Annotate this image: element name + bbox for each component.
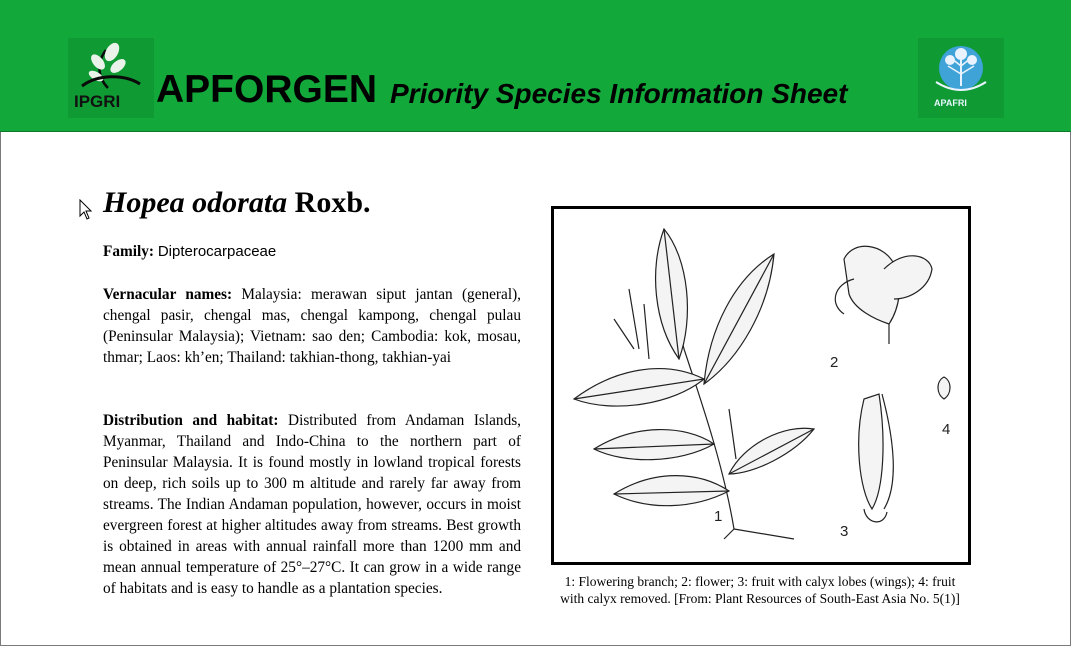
vernacular-paragraph: [103, 284, 521, 368]
botanical-illustration: [551, 206, 971, 565]
header-banner: [0, 0, 1071, 132]
apafri-logo-text: APAFRI: [934, 98, 967, 108]
species-title: [103, 186, 371, 220]
vernacular-text: Malaysia: merawan siput jantan (general), chengal pasir, chengal mas, chengal kampong, chengal pulau (Peninsular Malaysia); Vietnam: sao den; Cambodia: kok, mosau, thmar; Laos: kh’en; Thailand: takhian-thong, takhian-yai: [103, 286, 521, 366]
vernacular-label: Vernacular names:: [103, 286, 233, 303]
ipgri-logo-text: IPGRI: [74, 92, 121, 111]
species-binomial: Hopea odorata: [103, 186, 288, 219]
family-paragraph: [103, 241, 521, 262]
figure-caption: 1: Flowering branch; 2: flower; 3: fruit with calyx lobes (wings); 4: fruit with calyx removed. [From: Plant Resources of South-East Asia No. 5(1)]: [560, 574, 960, 606]
figure-label-3: 3: [840, 523, 849, 540]
figure-label-2: 2: [830, 354, 839, 371]
ipgri-logo: [68, 38, 154, 118]
species-author: Roxb.: [294, 186, 371, 219]
distribution-label: Distribution and habitat:: [103, 412, 279, 429]
banner-title: APFORGEN: [156, 68, 378, 111]
figure-label-4: 4: [942, 421, 951, 438]
banner-subtitle: Priority Species Information Sheet: [390, 78, 848, 109]
mouse-pointer-icon: [79, 199, 93, 221]
distribution-paragraph: [103, 410, 521, 599]
apafri-logo: [918, 38, 1004, 118]
family-value: Dipterocarpaceae: [157, 243, 277, 260]
distribution-text: Distributed from Andaman Islands, Myanmar, Thailand and Indo-China to the northern part of Peninsular Malaysia. It is found mostly in lowland tropical forests on deep, rich soils up to 300 m altitude and rarely far away from streams. The Indian Andaman population, however, occurs in moist evergreen forest at higher altitudes away from streams. Best growth is obtained in areas with annual rainfall more than 1200 mm and mean annual temperature of 25°–27°C. It can grow in a wide range of habitats and is easy to handle as a plantation species.: [103, 412, 521, 597]
plant-drawing: [554, 209, 968, 562]
figure-label-1: 1: [714, 508, 723, 525]
family-label: Family:: [103, 243, 154, 260]
